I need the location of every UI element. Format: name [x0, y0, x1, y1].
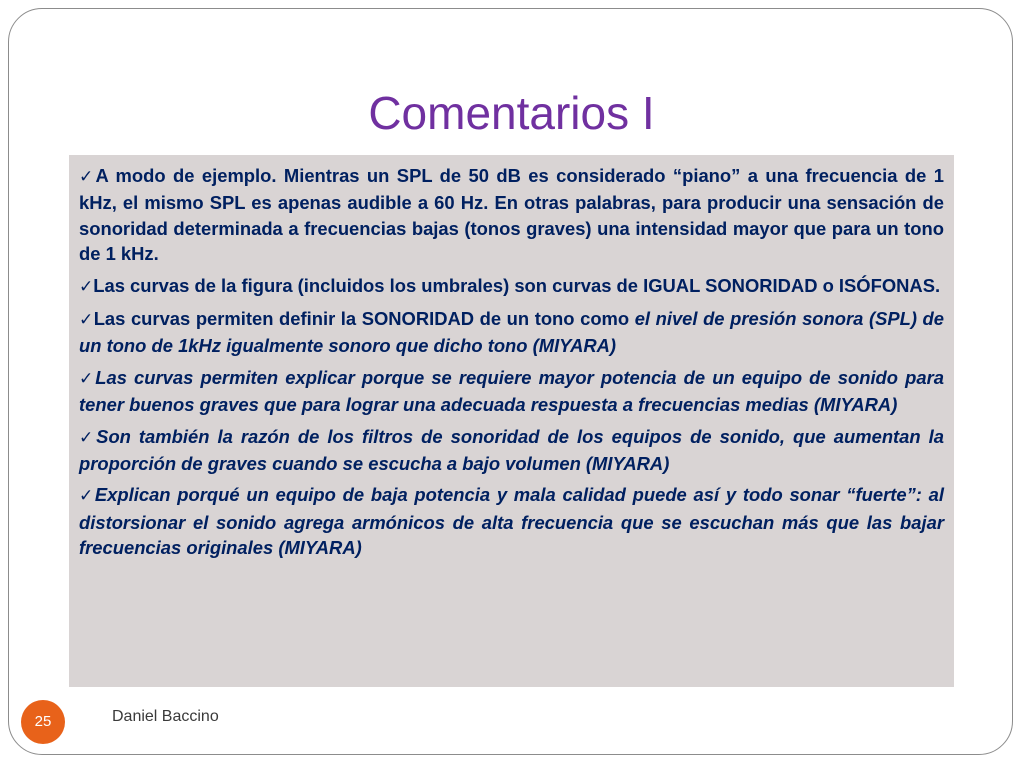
bullet-text: Explican porqué un equipo de baja potencia y mala calidad puede así y todo sonar “fuerte”: al distorsionar el sonido agrega armónicos de alta frecuencia que se escuchan más que las bajar frecuencias originales (MIYARA) — [79, 484, 944, 559]
bullet-text: Las curvas de la figura (incluidos los umbrales) son curvas de IGUAL SONORIDAD o ISÓFONAS. — [93, 274, 941, 296]
bullet-text: Las curvas permiten explicar porque se requiere mayor potencia de un equipo de sonido para tener buenos graves que para lograr una adecuada respuesta a frecuencias medias (MIYARA) — [79, 366, 944, 416]
bullet-emphasis: el nivel de presión sonora (SPL) de un tono de 1kHz igualmente sonoro que dicho tono (MIYARA) — [79, 308, 944, 357]
content-box — [69, 155, 954, 687]
footer-author: Daniel Baccino — [112, 708, 219, 725]
check-icon: ✓ — [79, 310, 94, 331]
page-number-badge: 25 — [21, 700, 65, 744]
bullet-text: Las curvas permiten definir la SONORIDAD de un tono como — [93, 308, 635, 330]
bullet-text: A modo de ejemplo. Mientras un SPL de 50 dB es considerado “piano” a una frecuencia de 1 kHz, el mismo SPL es apenas audible a 60 Hz. En otras palabras, para producir una sensación de sonoridad determinada a frecuencias bajas (tonos graves) una intensidad mayor que para un tono de 1 kHz. — [79, 165, 944, 265]
check-icon: ✓ — [79, 167, 96, 187]
slide-title: Comentarios I — [368, 87, 655, 139]
bullet-paragraph-4 — [79, 365, 944, 418]
bullet-text: Son también la razón de los filtros de sonoridad de los equipos de sonido, que aumentan la proporción de graves cuando se escucha a bajo volumen (MIYARA) — [79, 425, 945, 475]
check-icon: ✓ — [79, 368, 96, 389]
bullet-paragraph-6 — [79, 482, 944, 560]
check-icon: ✓ — [79, 276, 94, 297]
bullet-paragraph-1 — [79, 163, 944, 267]
check-icon: ✓ — [79, 486, 95, 507]
bullet-paragraph-3 — [79, 306, 944, 359]
bullet-paragraph-5 — [79, 424, 944, 477]
bullet-paragraph-2 — [79, 273, 944, 300]
check-icon: ✓ — [79, 427, 97, 448]
